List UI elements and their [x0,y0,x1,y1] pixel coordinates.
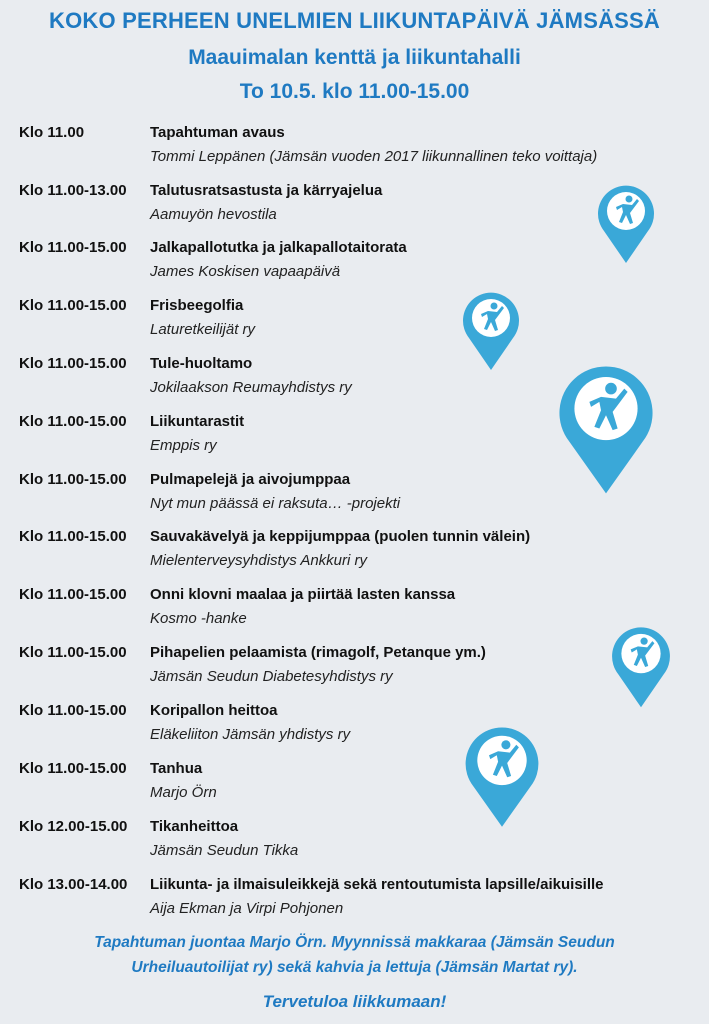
item-time: Klo 13.00-14.00 [19,876,128,893]
list-item [0,818,709,876]
item-title: Tule-huoltamo [150,355,253,372]
list-item [0,528,709,586]
page-title: KOKO PERHEEN UNELMIEN LIIKUNTAPÄIVÄ JÄMSÄSSÄ [49,8,660,33]
item-organizer: Aija Ekman ja Virpi Pohjonen [150,900,344,917]
item-title: Liikunta- ja ilmaisuleikkejä sekä rentoutumista lapsille/aikuisille [150,876,604,893]
item-organizer: Mielenterveysyhdistys Ankkuri ry [150,552,368,569]
item-title: Tikanheittoa [150,818,239,835]
item-time: Klo 11.00-15.00 [19,702,127,719]
location-pin-person-icon [461,290,521,372]
item-organizer: Aamuyön hevostila [150,206,277,223]
list-item [0,760,709,818]
welcome-text: Tervetuloa liikkumaan! [262,992,447,1011]
location-pin-person-icon [463,724,541,828]
footer-line-1: Tapahtuman juontaa Marjo Örn. Myynnissä makkaraa (Jämsän Seudun [94,934,615,951]
item-time: Klo 11.00 [19,124,85,141]
item-organizer: Jämsän Seudun Diabetesyhdistys ry [150,668,393,685]
item-title: Pulmapelejä ja aivojumppaa [150,471,351,488]
list-item [0,702,709,760]
item-title: Pihapelien pelaamista (rimagolf, Petanque ym.) [150,644,486,661]
list-item [0,644,709,702]
item-title: Koripallon heittoa [150,702,278,719]
item-title: Onni klovni maalaa ja piirtää lasten kanssa [150,586,456,603]
item-organizer: Nyt mun päässä ei raksuta… -projekti [150,495,401,512]
item-title: Tanhua [150,760,203,777]
item-organizer: Jokilaakson Reumayhdistys ry [150,379,352,396]
item-organizer: Tommi Leppänen (Jämsän vuoden 2017 liikunnallinen teko voittaja) [150,148,598,165]
item-time: Klo 11.00-15.00 [19,586,127,603]
item-time: Klo 11.00-15.00 [19,471,127,488]
location-pin-person-icon [610,624,672,710]
event-date: To 10.5. klo 11.00-15.00 [239,80,470,103]
item-time: Klo 11.00-15.00 [19,413,127,430]
item-title: Jalkapallotutka ja jalkapallotaitorata [150,239,407,256]
item-time: Klo 11.00-15.00 [19,528,127,545]
item-organizer: Marjo Örn [150,784,217,801]
footer-line-2: Urheiluautoilijat ry) sekä kahvia ja lettuja (Jämsän Martat ry). [131,959,578,976]
item-organizer: Laturetkeilijät ry [150,321,256,338]
item-time: Klo 11.00-15.00 [19,239,127,256]
item-title: Sauvakävelyä ja keppijumppaa (puolen tunnin välein) [150,528,531,545]
list-item [0,124,709,182]
item-title: Tapahtuman avaus [150,124,285,141]
list-item [0,586,709,644]
item-time: Klo 12.00-15.00 [19,818,128,835]
item-title: Frisbeegolfia [150,297,244,314]
item-time: Klo 11.00-15.00 [19,760,127,777]
item-time: Klo 11.00-13.00 [19,182,127,199]
item-organizer: Eläkeliiton Jämsän yhdistys ry [150,726,351,743]
list-item [0,297,709,355]
item-organizer: Jämsän Seudun Tikka [150,842,299,859]
item-time: Klo 11.00-15.00 [19,355,127,372]
location-pin-person-icon [556,362,656,495]
item-organizer: James Koskisen vapaapäivä [150,263,341,280]
item-organizer: Kosmo -hanke [150,610,247,627]
location-pin-person-icon [596,183,656,265]
item-title: Liikuntarastit [150,413,245,430]
list-item [0,876,709,934]
item-title: Talutusratsastusta ja kärryajelua [150,182,383,199]
item-organizer: Emppis ry [150,437,217,454]
venue-subtitle: Maauimalan kenttä ja liikuntahalli [188,46,521,69]
item-time: Klo 11.00-15.00 [19,644,127,661]
item-time: Klo 11.00-15.00 [19,297,127,314]
